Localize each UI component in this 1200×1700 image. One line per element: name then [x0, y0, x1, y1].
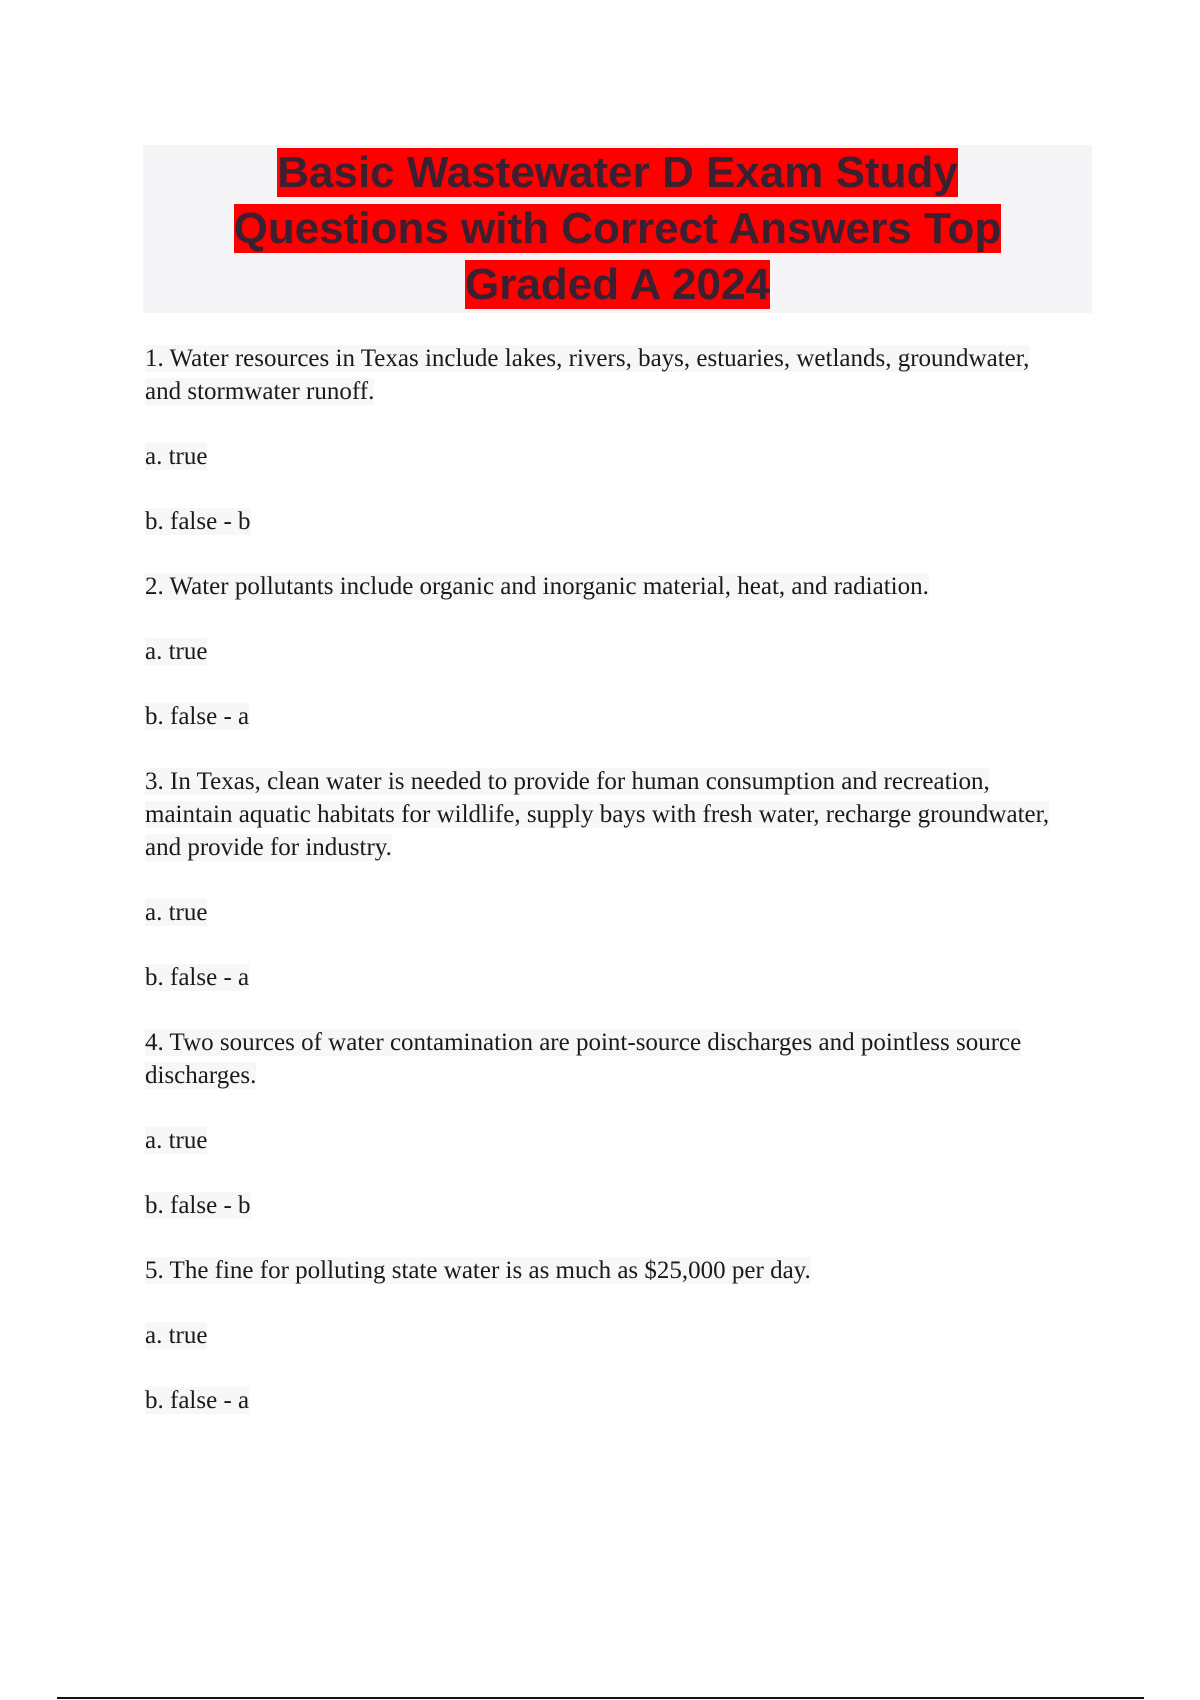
question-item	[145, 342, 1065, 538]
option-a: a. true	[145, 899, 208, 926]
question-text: 1. Water resources in Texas include lakes, rivers, bays, estuaries, wetlands, groundwater, and stormwater runoff.	[145, 345, 1030, 405]
question-item	[145, 765, 1065, 994]
option-b: b. false - a	[145, 703, 250, 730]
question-text: 3. In Texas, clean water is needed to provide for human consumption and recreation, maintain aquatic habitats for wildlife, supply bays with fresh water, recharge groundwater, and provide for industry.	[145, 768, 1050, 861]
option-b: b. false - b	[145, 1192, 251, 1219]
footer-divider	[57, 1697, 1144, 1699]
title-highlight: Basic Wastewater D Exam Study Questions with Correct Answers Top Graded A 2024	[233, 148, 1002, 309]
title-banner	[143, 145, 1092, 313]
question-text: 2. Water pollutants include organic and inorganic material, heat, and radiation.	[145, 573, 929, 600]
question-text: 4. Two sources of water contamination are point-source discharges and pointless source discharges.	[145, 1029, 1022, 1089]
option-a: a. true	[145, 638, 208, 665]
option-b: b. false - a	[145, 964, 250, 991]
question-item	[145, 1026, 1065, 1222]
option-a: a. true	[145, 1127, 208, 1154]
option-b: b. false - b	[145, 508, 251, 535]
question-item	[145, 570, 1065, 733]
option-a: a. true	[145, 443, 208, 470]
question-list	[145, 342, 1065, 1449]
question-item	[145, 1254, 1065, 1417]
question-text: 5. The fine for polluting state water is as much as $25,000 per day.	[145, 1257, 811, 1284]
document-title	[188, 145, 1048, 313]
option-b: b. false - a	[145, 1387, 250, 1414]
option-a: a. true	[145, 1322, 208, 1349]
